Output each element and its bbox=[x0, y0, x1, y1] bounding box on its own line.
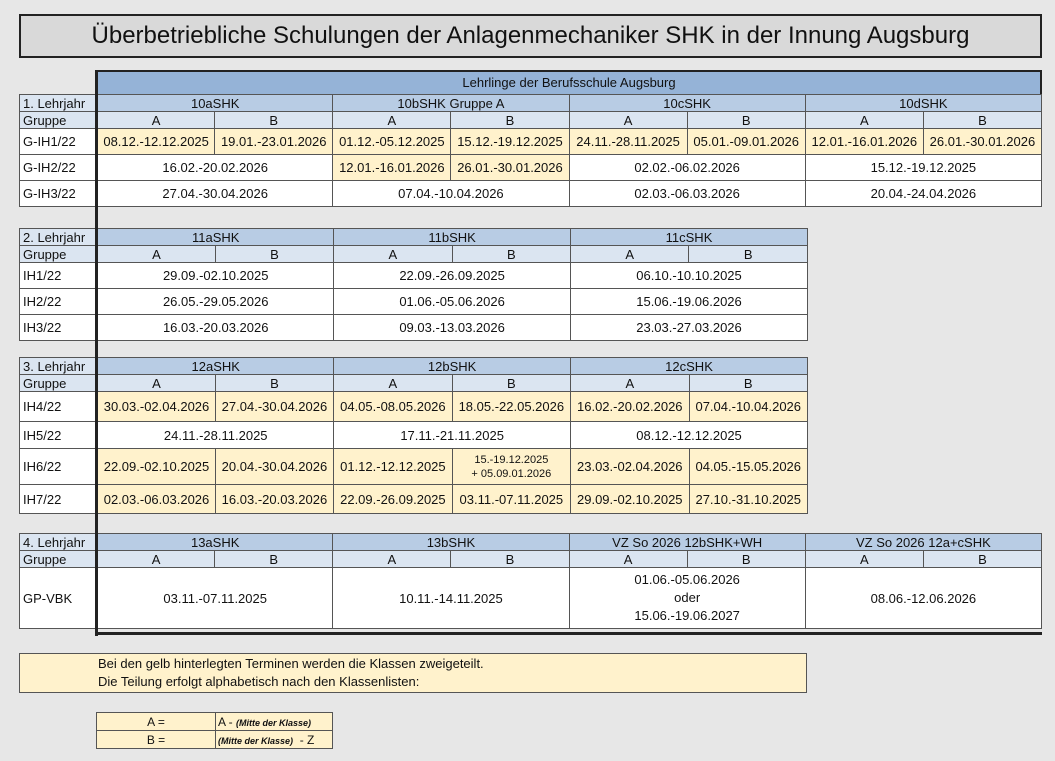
date-cell: 26.05.-29.05.2026 bbox=[97, 289, 334, 315]
course-label: G-IH1/22 bbox=[20, 129, 97, 155]
class-header: VZ So 2026 12bSHK+WH bbox=[569, 534, 805, 551]
date-cell: 02.02.-06.02.2026 bbox=[569, 155, 805, 181]
group-b-header: B bbox=[689, 246, 808, 263]
date-cell: 15.06.-19.06.2026 bbox=[571, 289, 808, 315]
date-cell: 30.03.-02.04.2026 bbox=[97, 392, 215, 422]
year-label: 4. Lehrjahr bbox=[20, 534, 97, 551]
class-header: 10dSHK bbox=[805, 95, 1041, 112]
course-label: G-IH2/22 bbox=[20, 155, 97, 181]
group-a-header: A bbox=[333, 112, 451, 129]
date-cell: 15.12.-19.12.2025 bbox=[451, 129, 569, 155]
frame-bottom-border bbox=[95, 632, 1042, 635]
note-line-1: Bei den gelb hinterlegten Terminen werden die Klassen zweigeteilt. bbox=[98, 656, 484, 671]
course-label: IH4/22 bbox=[20, 392, 97, 422]
group-b-header: B bbox=[452, 375, 570, 392]
group-a-header: A bbox=[569, 551, 687, 568]
date-cell: 16.03.-20.03.2026 bbox=[97, 315, 334, 341]
date-cell: 01.06.-05.06.2026 bbox=[334, 289, 571, 315]
course-label: IH1/22 bbox=[20, 263, 97, 289]
group-b-header: B bbox=[687, 551, 805, 568]
date-cell: 12.01.-16.01.2026 bbox=[333, 155, 451, 181]
year-4-table bbox=[19, 533, 1042, 629]
class-header: 13aSHK bbox=[97, 534, 333, 551]
group-a-header: A bbox=[571, 246, 689, 263]
date-cell: 01.12.-12.12.2025 bbox=[334, 449, 452, 485]
legend-key: B = bbox=[97, 731, 216, 749]
class-header: 12bSHK bbox=[334, 358, 571, 375]
date-line: 01.06.-05.06.2026 bbox=[634, 572, 740, 587]
date-cell: 26.01.-30.01.2026 bbox=[923, 129, 1041, 155]
gruppe-label: Gruppe bbox=[20, 375, 97, 392]
date-cell: 04.05.-08.05.2026 bbox=[334, 392, 452, 422]
date-cell: 07.04.-10.04.2026 bbox=[689, 392, 808, 422]
date-line-or: oder bbox=[674, 590, 701, 605]
year-2-table bbox=[19, 228, 808, 341]
class-header: 12aSHK bbox=[97, 358, 334, 375]
class-header: 11aSHK bbox=[97, 229, 334, 246]
date-cell: 03.11.-07.11.2025 bbox=[452, 485, 570, 514]
date-cell: 08.12.-12.12.2025 bbox=[571, 422, 808, 449]
group-a-header: A bbox=[805, 551, 923, 568]
group-a-header: A bbox=[97, 246, 215, 263]
group-b-header: B bbox=[215, 112, 333, 129]
date-cell: 16.03.-20.03.2026 bbox=[215, 485, 333, 514]
date-cell: 22.09.-02.10.2025 bbox=[97, 449, 215, 485]
date-cell: 27.10.-31.10.2025 bbox=[689, 485, 808, 514]
year-1-table bbox=[19, 94, 1042, 207]
date-cell: 20.04.-24.04.2026 bbox=[805, 181, 1041, 207]
date-cell: 04.05.-15.05.2026 bbox=[689, 449, 808, 485]
date-cell: 08.06.-12.06.2026 bbox=[805, 568, 1041, 629]
gruppe-label: Gruppe bbox=[20, 246, 97, 263]
legend-key: A = bbox=[97, 713, 216, 731]
date-cell-alternatives bbox=[569, 568, 805, 629]
legend-text: - Z bbox=[293, 732, 315, 747]
group-a-header: A bbox=[333, 551, 451, 568]
date-line: 15.-19.12.2025 bbox=[474, 453, 549, 466]
course-label: IH6/22 bbox=[20, 449, 97, 485]
date-cell: 26.01.-30.01.2026 bbox=[451, 155, 569, 181]
date-cell: 15.12.-19.12.2025 bbox=[805, 155, 1041, 181]
note-line-2: Die Teilung erfolgt alphabetisch nach den Klassenlisten: bbox=[98, 674, 420, 689]
date-cell: 07.04.-10.04.2026 bbox=[333, 181, 569, 207]
date-cell: 18.05.-22.05.2026 bbox=[452, 392, 570, 422]
year-label: 3. Lehrjahr bbox=[20, 358, 97, 375]
class-header: 12cSHK bbox=[571, 358, 808, 375]
gruppe-label: Gruppe bbox=[20, 551, 97, 568]
date-cell: 27.04.-30.04.2026 bbox=[215, 392, 333, 422]
date-cell: 06.10.-10.10.2025 bbox=[571, 263, 808, 289]
legend-middle: (Mitte der Klasse) bbox=[236, 717, 312, 728]
date-cell: 20.04.-30.04.2026 bbox=[215, 449, 333, 485]
group-a-header: A bbox=[334, 375, 452, 392]
course-label: IH2/22 bbox=[20, 289, 97, 315]
class-header: 10bSHK Gruppe A bbox=[333, 95, 569, 112]
group-b-header: B bbox=[687, 112, 805, 129]
date-cell: 16.02.-20.02.2026 bbox=[97, 155, 333, 181]
group-b-header: B bbox=[215, 551, 333, 568]
date-cell: 02.03.-06.03.2026 bbox=[569, 181, 805, 207]
date-cell: 24.11.-28.11.2025 bbox=[569, 129, 687, 155]
group-b-header: B bbox=[923, 551, 1041, 568]
school-band-header: Lehrlinge der Berufsschule Augsburg bbox=[96, 70, 1042, 94]
split-legend bbox=[96, 712, 333, 749]
class-header: VZ So 2026 12a+cSHK bbox=[805, 534, 1041, 551]
date-cell: 09.03.-13.03.2026 bbox=[334, 315, 571, 341]
group-b-header: B bbox=[451, 112, 569, 129]
group-b-header: B bbox=[923, 112, 1041, 129]
date-cell: 12.01.-16.01.2026 bbox=[805, 129, 923, 155]
legend-middle: (Mitte der Klasse) bbox=[218, 735, 294, 746]
date-cell: 22.09.-26.09.2025 bbox=[334, 263, 571, 289]
date-cell: 24.11.-28.11.2025 bbox=[97, 422, 334, 449]
class-header: 11bSHK bbox=[334, 229, 571, 246]
date-cell: 23.03.-02.04.2026 bbox=[571, 449, 689, 485]
group-b-header: B bbox=[452, 246, 570, 263]
date-cell: 19.01.-23.01.2026 bbox=[215, 129, 333, 155]
group-a-header: A bbox=[97, 375, 215, 392]
date-cell: 17.11.-21.11.2025 bbox=[334, 422, 571, 449]
group-b-header: B bbox=[689, 375, 808, 392]
date-line-extra: + 05.09.01.2026 bbox=[471, 467, 552, 480]
date-cell: 05.01.-09.01.2026 bbox=[687, 129, 805, 155]
date-cell: 08.12.-12.12.2025 bbox=[97, 129, 215, 155]
group-a-header: A bbox=[805, 112, 923, 129]
date-line: 15.06.-19.06.2027 bbox=[634, 608, 740, 623]
course-label: IH7/22 bbox=[20, 485, 97, 514]
year-label: 2. Lehrjahr bbox=[20, 229, 97, 246]
legend-value bbox=[216, 713, 333, 731]
date-cell-split bbox=[452, 449, 570, 485]
course-label: IH5/22 bbox=[20, 422, 97, 449]
date-cell: 01.12.-05.12.2025 bbox=[333, 129, 451, 155]
date-cell: 29.09.-02.10.2025 bbox=[97, 263, 334, 289]
course-label: IH3/22 bbox=[20, 315, 97, 341]
group-b-header: B bbox=[451, 551, 569, 568]
page-title: Überbetriebliche Schulungen der Anlagenmechaniker SHK in der Innung Augsburg bbox=[19, 14, 1042, 58]
date-cell: 22.09.-26.09.2025 bbox=[334, 485, 452, 514]
class-header: 10aSHK bbox=[97, 95, 333, 112]
gruppe-label: Gruppe bbox=[20, 112, 97, 129]
legend-text: A - bbox=[218, 714, 237, 729]
group-a-header: A bbox=[571, 375, 689, 392]
group-a-header: A bbox=[97, 112, 215, 129]
group-b-header: B bbox=[215, 246, 333, 263]
year-3-table bbox=[19, 357, 808, 514]
class-header: 11cSHK bbox=[571, 229, 808, 246]
split-note bbox=[19, 653, 807, 693]
legend-value bbox=[216, 731, 333, 749]
date-cell: 23.03.-27.03.2026 bbox=[571, 315, 808, 341]
date-cell: 03.11.-07.11.2025 bbox=[97, 568, 333, 629]
group-a-header: A bbox=[97, 551, 215, 568]
course-label: GP-VBK bbox=[20, 568, 97, 629]
date-cell: 29.09.-02.10.2025 bbox=[571, 485, 689, 514]
group-b-header: B bbox=[215, 375, 333, 392]
year-label: 1. Lehrjahr bbox=[20, 95, 97, 112]
date-cell: 27.04.-30.04.2026 bbox=[97, 181, 333, 207]
date-cell: 02.03.-06.03.2026 bbox=[97, 485, 215, 514]
group-a-header: A bbox=[569, 112, 687, 129]
course-label: G-IH3/22 bbox=[20, 181, 97, 207]
group-a-header: A bbox=[334, 246, 452, 263]
date-cell: 10.11.-14.11.2025 bbox=[333, 568, 569, 629]
class-header: 10cSHK bbox=[569, 95, 805, 112]
date-cell: 16.02.-20.02.2026 bbox=[571, 392, 689, 422]
class-header: 13bSHK bbox=[333, 534, 569, 551]
